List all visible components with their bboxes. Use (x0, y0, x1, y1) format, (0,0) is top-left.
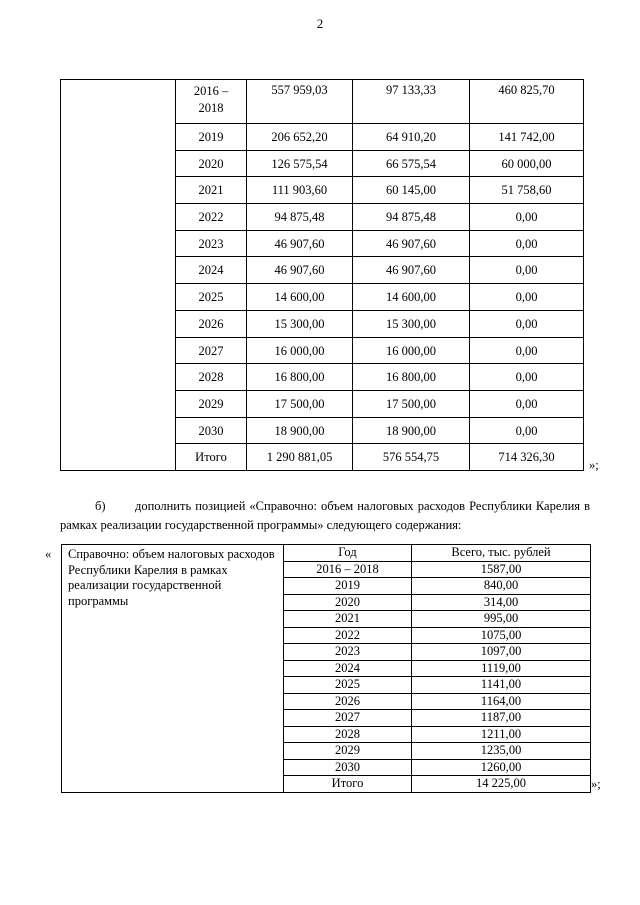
paragraph-text: дополнить позицией «Справочно: объем налоговых расходов Республики Карелия в рамках реализации государственной программы» следующего содержания: (60, 499, 590, 532)
year-cell: 2028 (176, 364, 247, 391)
year-cell: 2029 (176, 390, 247, 417)
value-cell: 17 500,00 (247, 390, 353, 417)
value-cell: 995,00 (412, 611, 591, 628)
year-cell: 2025 (176, 284, 247, 311)
value-cell: 0,00 (470, 257, 584, 284)
value-cell: 126 575,54 (247, 150, 353, 177)
value-cell: 0,00 (470, 230, 584, 257)
value-cell: 18 900,00 (247, 417, 353, 444)
year-cell: 2023 (284, 644, 412, 661)
value-cell: 0,00 (470, 337, 584, 364)
value-cell: 206 652,20 (247, 124, 353, 151)
header-year: Год (284, 545, 412, 562)
value-cell: 314,00 (412, 594, 591, 611)
value-cell: 0,00 (470, 204, 584, 231)
value-cell: 460 825,70 (470, 80, 584, 124)
year-cell: 2025 (284, 677, 412, 694)
value-cell: 15 300,00 (353, 310, 470, 337)
year-cell: 2028 (284, 726, 412, 743)
value-cell: 51 758,60 (470, 177, 584, 204)
value-cell: 46 907,60 (247, 257, 353, 284)
year-cell: 2026 (284, 693, 412, 710)
year-cell: 2021 (176, 177, 247, 204)
table-header-row (62, 545, 591, 562)
value-cell: 1587,00 (412, 561, 591, 578)
value-cell: 1187,00 (412, 710, 591, 727)
year-cell: 2019 (176, 124, 247, 151)
year-cell: 2030 (284, 759, 412, 776)
year-cell: 2020 (176, 150, 247, 177)
year-cell: 2024 (176, 257, 247, 284)
value-cell: 111 903,60 (247, 177, 353, 204)
value-cell: 15 300,00 (247, 310, 353, 337)
value-cell: 66 575,54 (353, 150, 470, 177)
closing-quote-2: »; (591, 777, 601, 791)
value-cell: 1211,00 (412, 726, 591, 743)
value-cell: 1260,00 (412, 759, 591, 776)
value-cell: 557 959,03 (247, 80, 353, 124)
value-cell: 1 290 881,05 (247, 444, 353, 471)
year-cell: 2022 (284, 627, 412, 644)
value-cell: 1097,00 (412, 644, 591, 661)
value-cell: 94 875,48 (353, 204, 470, 231)
value-cell: 46 907,60 (353, 257, 470, 284)
value-cell: 17 500,00 (353, 390, 470, 417)
value-cell: 46 907,60 (247, 230, 353, 257)
value-cell: 0,00 (470, 284, 584, 311)
funding-table (60, 79, 584, 471)
year-cell: 2030 (176, 417, 247, 444)
value-cell: 16 800,00 (247, 364, 353, 391)
value-cell: 0,00 (470, 364, 584, 391)
year-cell: 2029 (284, 743, 412, 760)
year-cell: 2022 (176, 204, 247, 231)
year-cell: Итого (176, 444, 247, 471)
year-cell: 2019 (284, 578, 412, 595)
value-cell: 1119,00 (412, 660, 591, 677)
value-cell: 60 000,00 (470, 150, 584, 177)
year-cell: 2023 (176, 230, 247, 257)
year-cell: 2021 (284, 611, 412, 628)
value-cell: 97 133,33 (353, 80, 470, 124)
paragraph-marker: б) (95, 499, 106, 513)
value-cell: 14 600,00 (247, 284, 353, 311)
value-cell: 1141,00 (412, 677, 591, 694)
value-cell: 840,00 (412, 578, 591, 595)
value-cell: 60 145,00 (353, 177, 470, 204)
value-cell: 14 225,00 (412, 776, 591, 793)
year-cell: 2016 – 2018 (284, 561, 412, 578)
table-row (61, 80, 584, 124)
value-cell: 0,00 (470, 390, 584, 417)
value-cell: 46 907,60 (353, 230, 470, 257)
value-cell: 576 554,75 (353, 444, 470, 471)
value-cell: 141 742,00 (470, 124, 584, 151)
value-cell: 0,00 (470, 310, 584, 337)
year-cell: 2027 (284, 710, 412, 727)
year-cell: 2016 – 2018 (176, 80, 247, 124)
value-cell: 16 000,00 (353, 337, 470, 364)
year-cell: 2026 (176, 310, 247, 337)
value-cell: 714 326,30 (470, 444, 584, 471)
value-cell: 94 875,48 (247, 204, 353, 231)
value-cell: 16 000,00 (247, 337, 353, 364)
value-cell: 1235,00 (412, 743, 591, 760)
value-cell: 1075,00 (412, 627, 591, 644)
year-cell: 2027 (176, 337, 247, 364)
value-cell: 1164,00 (412, 693, 591, 710)
value-cell: 0,00 (470, 417, 584, 444)
amendment-paragraph (60, 497, 590, 535)
value-cell: 18 900,00 (353, 417, 470, 444)
value-cell: 14 600,00 (353, 284, 470, 311)
tax-expense-table (61, 544, 591, 793)
value-cell: 64 910,20 (353, 124, 470, 151)
closing-quote-1: »; (589, 458, 599, 472)
empty-cell (61, 80, 176, 471)
reference-label: Справочно: объем налоговых расходов Республики Карелия в рамках реализации государственной программы (62, 545, 284, 793)
year-cell: Итого (284, 776, 412, 793)
year-cell: 2020 (284, 594, 412, 611)
page-number: 2 (316, 16, 324, 31)
value-cell: 16 800,00 (353, 364, 470, 391)
header-total: Всего, тыс. рублей (412, 545, 591, 562)
year-cell: 2024 (284, 660, 412, 677)
opening-quote-2: « (45, 547, 52, 561)
